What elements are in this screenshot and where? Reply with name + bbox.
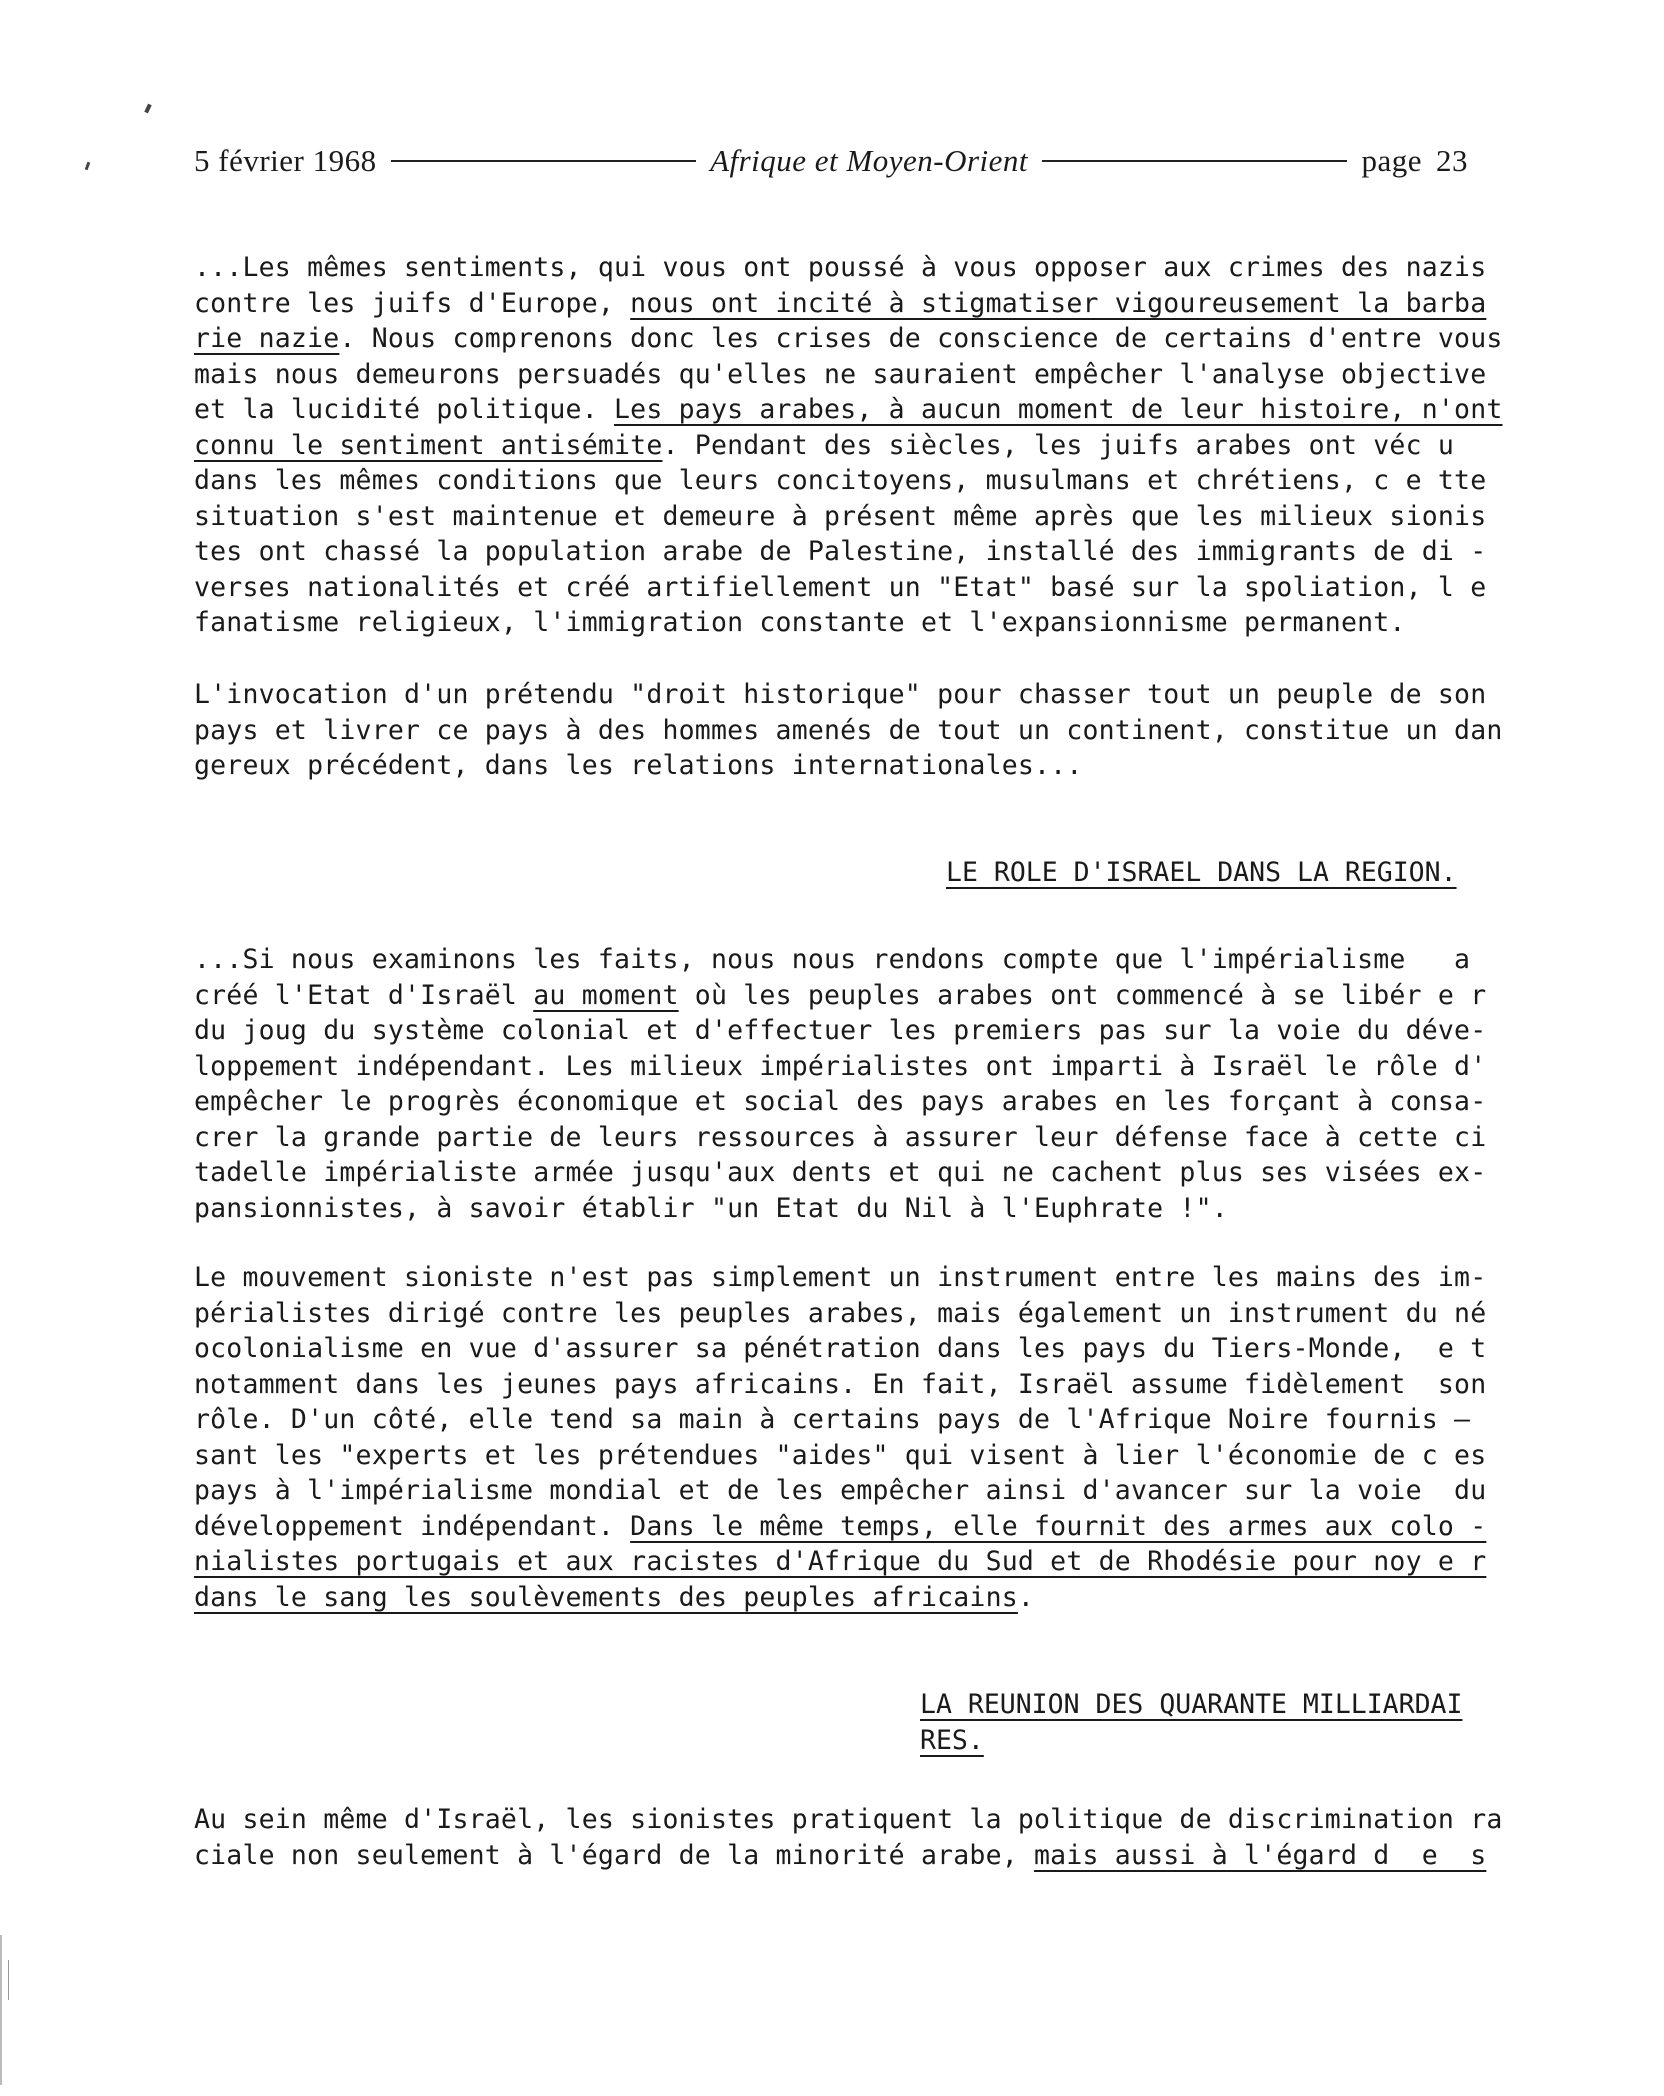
text-line: . Pendant des siècles, les juifs arabes ont véc u	[662, 429, 1455, 461]
text-line: . Nous comprenons donc les crises de conscience de certains d'entre vous	[339, 323, 1503, 354]
text-line: loppement indépendant. Les milieux impérialistes ont imparti à Israël le rôle d'	[194, 1050, 1487, 1082]
text-line: ...Si nous examinons les faits, nous nous rendons compte que l'impérialisme a	[194, 944, 1471, 975]
text-line: fanatisme religieux, l'immigration constante et l'expansionnisme permanent.	[194, 607, 1406, 638]
underlined-text: dans le sang les soulèvements des peuples africains	[194, 1581, 1018, 1613]
paragraph-4	[194, 1260, 1487, 1615]
header-rule	[1042, 160, 1347, 162]
text-line: tes ont chassé la population arabe de Palestine, installé des immigrants de di -	[194, 536, 1487, 567]
text-line: périalistes dirigé contre les peuples arabes, mais également un instrument du né	[194, 1297, 1487, 1329]
header-title: Afrique et Moyen-Orient	[710, 143, 1029, 178]
text-line: ciale non seulement à l'égard de la minorité arabe,	[194, 1839, 1035, 1871]
text-line: créé l'Etat d'Israël	[194, 979, 534, 1011]
text-line: du joug du système colonial et d'effectuer les premiers pas sur la voie du déve-	[194, 1015, 1487, 1046]
text-line: tadelle impérialiste armée jusqu'aux dents et qui ne cachent plus ses visées ex-	[194, 1157, 1487, 1188]
underlined-text: Les pays arabes, à aucun moment de leur histoire, n'ont	[614, 394, 1503, 425]
text-line: ...Les mêmes sentiments, qui vous ont poussé à vous opposer aux crimes des nazis	[194, 252, 1487, 283]
heading-line: RES.	[920, 1724, 984, 1756]
paragraph-3	[194, 942, 1487, 1226]
text-line: développement indépendant.	[194, 1510, 631, 1542]
text-line: notamment dans les jeunes pays africains. En fait, Israël assume fidèlement son	[194, 1368, 1487, 1400]
text-line: où les peuples arabes ont commencé à se libér e r	[678, 979, 1487, 1011]
underlined-text: Dans le même temps, elle fournit des armes aux colo -	[630, 1510, 1487, 1542]
text-line: empêcher le progrès économique et social des pays arabes en les forçant à consa-	[194, 1086, 1487, 1117]
text-line: pansionnistes, à savoir établir "un Etat du Nil à l'Euphrate !".	[194, 1192, 1228, 1224]
header-page-label: page	[1361, 143, 1423, 178]
text-line: contre les juifs d'Europe,	[194, 287, 631, 319]
underlined-text: nialistes portugais et aux racistes d'Afrique du Sud et de Rhodésie pour noy e r	[194, 1546, 1487, 1577]
text-line: gereux précédent, dans les relations internationales...	[194, 750, 1083, 781]
text-line: Au sein même d'Israël, les sionistes pratiquent la politique de discrimination ra	[194, 1804, 1503, 1835]
heading-line: LA REUNION DES QUARANTE MILLIARDAI	[920, 1689, 1463, 1720]
underlined-text: rie nazie	[194, 323, 340, 354]
text-line: situation s'est maintenue et demeure à présent même après que les milieux sionis	[194, 500, 1487, 532]
paragraph-1	[194, 250, 1503, 641]
header-date: 5 février 1968	[194, 143, 377, 178]
scan-mark	[144, 104, 151, 114]
text-line: mais nous demeurons persuadés qu'elles ne sauraient empêcher l'analyse objective	[194, 358, 1487, 390]
underlined-text: au moment	[533, 979, 679, 1011]
text-line: crer la grande partie de leurs ressources à assurer leur défense face à cette ci	[194, 1121, 1487, 1153]
text-line: dans les mêmes conditions que leurs concitoyens, musulmans et chrétiens, c e tte	[194, 465, 1487, 496]
paragraph-5	[194, 1802, 1503, 1873]
scan-mark	[8, 1960, 9, 2000]
text-line: pays à l'impérialisme mondial et de les empêcher ainsi d'avancer sur la voie du	[194, 1475, 1487, 1506]
text-line: rôle. D'un côté, elle tend sa main à certains pays de l'Afrique Noire fournis —	[194, 1404, 1471, 1435]
header-rule	[391, 160, 696, 162]
text-line: .	[1017, 1581, 1035, 1613]
page-header	[194, 138, 1468, 184]
text-line: verses nationalités et créé artifiellement un "Etat" basé sur la spoliation, l e	[194, 571, 1487, 603]
scan-mark	[85, 162, 91, 171]
paragraph-2	[194, 677, 1503, 784]
text-line: sant les "experts et les prétendues "aides" qui visent à lier l'économie de c es	[194, 1439, 1487, 1471]
header-page-number: 23	[1436, 143, 1469, 178]
text-line: L'invocation d'un prétendu "droit historique" pour chasser tout un peuple de son	[194, 679, 1487, 710]
text-line: ocolonialisme en vue d'assurer sa pénétration dans les pays du Tiers-Monde, e t	[194, 1333, 1487, 1364]
text-line: et la lucidité politique.	[194, 394, 615, 425]
text-line: Le mouvement sioniste n'est pas simplement un instrument entre les mains des im-	[194, 1262, 1487, 1293]
underlined-text: connu le sentiment antisémite	[194, 429, 663, 461]
section-heading: LE ROLE D'ISRAEL DANS LA REGION.	[946, 857, 1457, 888]
underlined-text: mais aussi à l'égard d e s	[1034, 1839, 1487, 1871]
text-line: pays et livrer ce pays à des hommes amenés de tout un continent, constitue un dan	[194, 714, 1503, 746]
scan-mark	[0, 1935, 2, 2085]
section-heading	[920, 1687, 1462, 1758]
underlined-text: nous ont incité à stigmatiser vigoureusement la barba	[630, 287, 1487, 319]
